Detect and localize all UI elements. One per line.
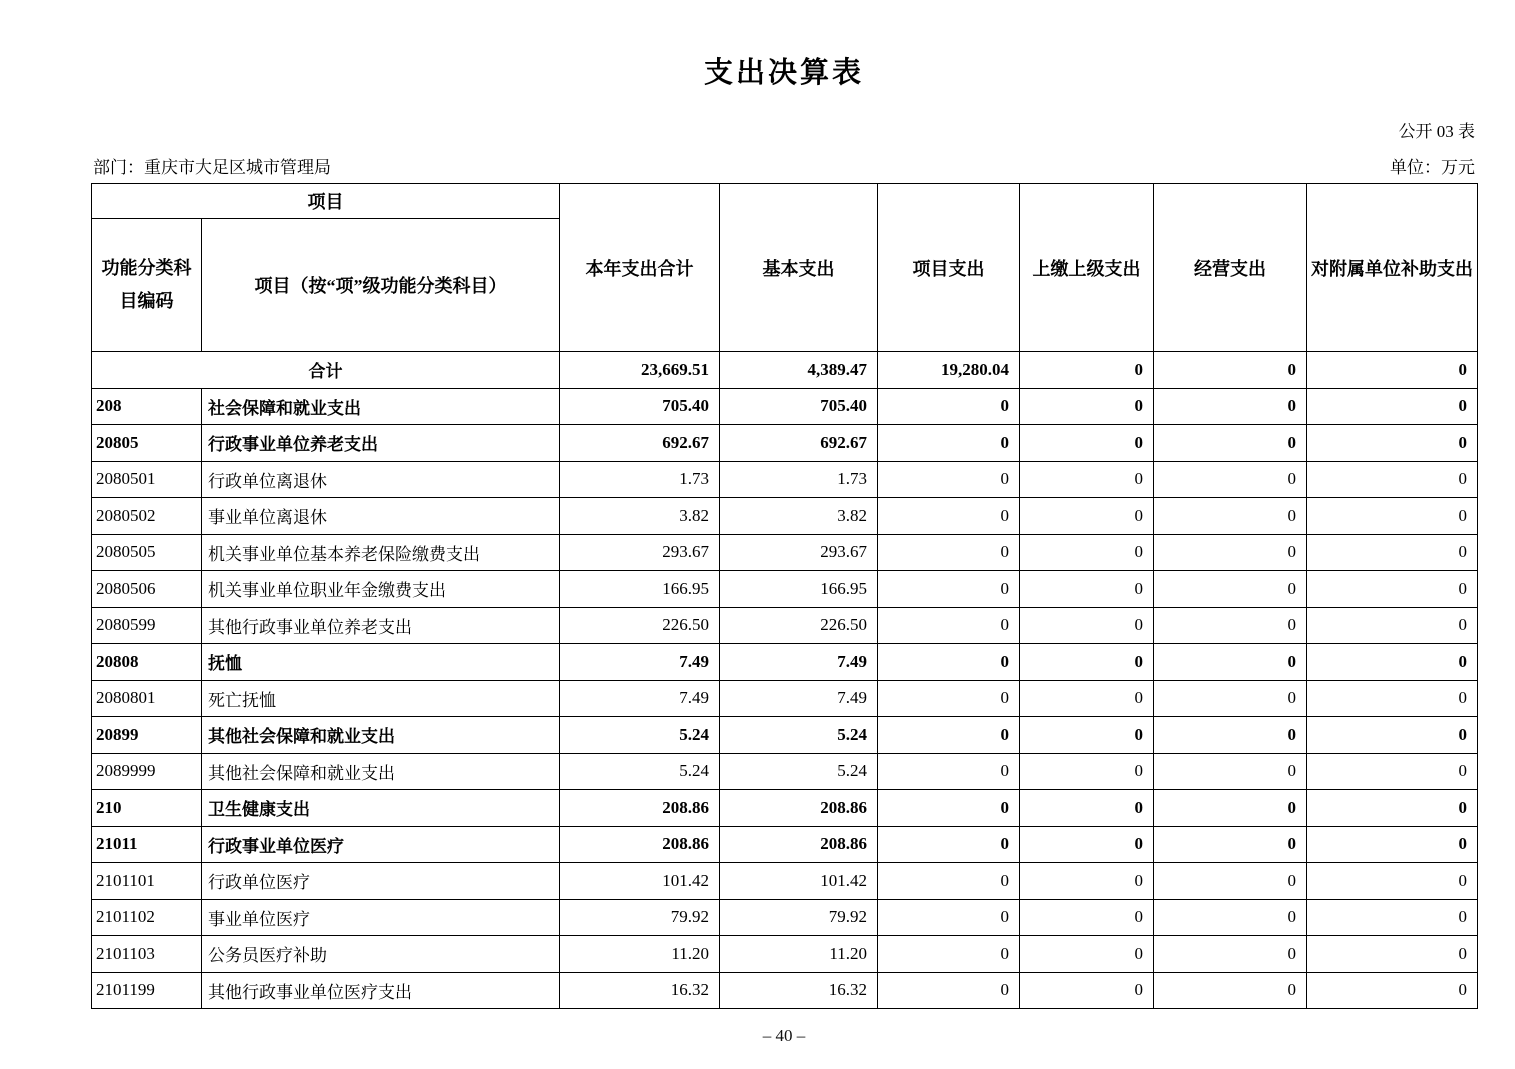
cell-function-code: 20808 [92,644,202,681]
cell-value: 226.50 [560,607,720,644]
cell-function-code: 2080506 [92,571,202,608]
cell-value: 7.49 [560,680,720,717]
cell-value: 0 [1154,571,1307,608]
header-basic-expenditure: 基本支出 [720,184,878,352]
cell-value: 0 [1307,644,1478,681]
table-row [92,425,1478,462]
cell-value: 0 [1020,790,1154,827]
table-row [92,826,1478,863]
cell-value: 0 [1307,607,1478,644]
cell-value: 226.50 [720,607,878,644]
cell-value: 208.86 [560,826,720,863]
cell-value: 0 [1307,790,1478,827]
cell-item-name: 社会保障和就业支出 [202,388,560,425]
table-note: 公开 03 表 [1398,122,1475,141]
cell-value: 0 [1020,753,1154,790]
cell-function-code: 2101102 [92,899,202,936]
cell-value: 101.42 [560,863,720,900]
cell-value: 0 [1154,826,1307,863]
cell-value: 208.86 [560,790,720,827]
expenditure-table [91,183,1478,1009]
header-operating-expenditure: 经营支出 [1154,184,1307,352]
total-row [92,352,1478,389]
cell-function-code: 2080801 [92,680,202,717]
cell-value: 692.67 [560,425,720,462]
cell-value: 0 [878,388,1020,425]
cell-value: 0 [878,534,1020,571]
cell-value: 0 [1307,425,1478,462]
table-row [92,571,1478,608]
cell-value: 0 [878,644,1020,681]
cell-value: 0 [878,863,1020,900]
cell-item-name: 公务员医疗补助 [202,936,560,973]
cell-value: 0 [1307,461,1478,498]
cell-value: 5.24 [720,753,878,790]
cell-value: 0 [878,607,1020,644]
cell-value: 0 [1154,790,1307,827]
cell-value: 5.24 [560,753,720,790]
cell-function-code: 210 [92,790,202,827]
table-row [92,972,1478,1009]
cell-value: 0 [1154,753,1307,790]
cell-value: 0 [1154,425,1307,462]
cell-value: 3.82 [560,498,720,535]
total-value: 4,389.47 [720,352,878,389]
cell-value: 705.40 [720,388,878,425]
cell-value: 5.24 [560,717,720,754]
cell-value: 0 [1307,571,1478,608]
cell-value: 0 [1307,388,1478,425]
cell-value: 0 [1307,936,1478,973]
meta-line [91,153,1477,178]
sheet [91,50,1477,1046]
cell-item-name: 事业单位离退休 [202,498,560,535]
cell-value: 208.86 [720,790,878,827]
cell-value: 208.86 [720,826,878,863]
cell-value: 166.95 [720,571,878,608]
page-title: 支出决算表 [703,57,864,89]
cell-value: 0 [878,680,1020,717]
cell-value: 0 [878,826,1020,863]
cell-value: 0 [878,498,1020,535]
cell-function-code: 20805 [92,425,202,462]
cell-value: 7.49 [720,680,878,717]
cell-value: 0 [1020,571,1154,608]
cell-item-name: 行政单位医疗 [202,863,560,900]
cell-value: 0 [878,790,1020,827]
table-row [92,498,1478,535]
table-body [92,352,1478,1009]
header-upturned-expenditure: 上缴上级支出 [1020,184,1154,352]
cell-value: 0 [878,461,1020,498]
cell-value: 0 [878,425,1020,462]
cell-item-name: 行政事业单位养老支出 [202,425,560,462]
cell-function-code: 2101101 [92,863,202,900]
table-row [92,790,1478,827]
cell-value: 0 [1020,534,1154,571]
table-row [92,936,1478,973]
cell-item-name: 机关事业单位职业年金缴费支出 [202,571,560,608]
cell-value: 0 [1154,863,1307,900]
cell-value: 0 [878,753,1020,790]
table-row [92,534,1478,571]
cell-value: 0 [878,717,1020,754]
cell-value: 0 [1307,899,1478,936]
cell-function-code: 21011 [92,826,202,863]
header-group-row [92,184,1478,219]
cell-item-name: 其他行政事业单位医疗支出 [202,972,560,1009]
cell-function-code: 2080501 [92,461,202,498]
cell-value: 0 [1154,388,1307,425]
cell-value: 0 [1154,972,1307,1009]
cell-value: 79.92 [560,899,720,936]
header-project-expenditure: 项目支出 [878,184,1020,352]
cell-value: 16.32 [720,972,878,1009]
cell-value: 0 [878,571,1020,608]
table-row [92,680,1478,717]
cell-value: 0 [1020,936,1154,973]
cell-value: 0 [1020,680,1154,717]
cell-value: 0 [1154,644,1307,681]
cell-function-code: 2101199 [92,972,202,1009]
total-label: 合计 [92,352,560,389]
table-row [92,607,1478,644]
page-number: – 40 – [762,1026,806,1045]
cell-value: 0 [1307,717,1478,754]
cell-value: 166.95 [560,571,720,608]
cell-value: 0 [1307,972,1478,1009]
cell-value: 0 [878,972,1020,1009]
cell-value: 0 [1020,607,1154,644]
cell-item-name: 行政事业单位医疗 [202,826,560,863]
total-value: 0 [1020,352,1154,389]
total-value: 0 [1154,352,1307,389]
cell-value: 0 [1020,388,1154,425]
cell-function-code: 2101103 [92,936,202,973]
cell-value: 7.49 [720,644,878,681]
header-group-project: 项目 [92,184,560,219]
header-subsidy-expenditure: 对附属单位补助支出 [1307,184,1478,352]
header-total-expenditure: 本年支出合计 [560,184,720,352]
cell-item-name: 事业单位医疗 [202,899,560,936]
cell-value: 0 [878,936,1020,973]
cell-value: 0 [1020,863,1154,900]
cell-function-code: 208 [92,388,202,425]
cell-function-code: 2080502 [92,498,202,535]
cell-value: 0 [1154,461,1307,498]
table-row [92,899,1478,936]
header-item-name: 项目（按“项”级功能分类科目） [202,219,560,352]
cell-value: 0 [1307,534,1478,571]
cell-value: 0 [1154,534,1307,571]
cell-value: 0 [1020,498,1154,535]
cell-value: 7.49 [560,644,720,681]
table-row [92,717,1478,754]
cell-item-name: 其他社会保障和就业支出 [202,717,560,754]
cell-value: 0 [1154,607,1307,644]
cell-value: 0 [1020,461,1154,498]
cell-value: 5.24 [720,717,878,754]
cell-item-name: 行政单位离退休 [202,461,560,498]
table-header [92,184,1478,352]
cell-value: 1.73 [720,461,878,498]
cell-value: 0 [1154,899,1307,936]
cell-value: 3.82 [720,498,878,535]
cell-value: 0 [1307,826,1478,863]
table-row [92,753,1478,790]
cell-value: 0 [1307,680,1478,717]
cell-value: 0 [1020,826,1154,863]
total-value: 23,669.51 [560,352,720,389]
cell-value: 0 [1307,753,1478,790]
header-function-code: 功能分类科目编码 [92,219,202,352]
cell-value: 0 [878,899,1020,936]
cell-item-name: 抚恤 [202,644,560,681]
table-row [92,388,1478,425]
cell-value: 1.73 [560,461,720,498]
cell-value: 293.67 [560,534,720,571]
cell-value: 0 [1020,717,1154,754]
cell-value: 11.20 [720,936,878,973]
cell-value: 0 [1154,680,1307,717]
table-row [92,863,1478,900]
cell-value: 16.32 [560,972,720,1009]
cell-item-name: 机关事业单位基本养老保险缴费支出 [202,534,560,571]
total-value: 0 [1307,352,1478,389]
cell-value: 0 [1020,644,1154,681]
cell-value: 0 [1154,717,1307,754]
table-row [92,461,1478,498]
total-value: 19,280.04 [878,352,1020,389]
cell-value: 0 [1154,936,1307,973]
cell-value: 0 [1020,425,1154,462]
cell-value: 0 [1020,899,1154,936]
cell-item-name: 其他社会保障和就业支出 [202,753,560,790]
cell-value: 11.20 [560,936,720,973]
cell-value: 0 [1154,498,1307,535]
cell-value: 293.67 [720,534,878,571]
cell-value: 0 [1307,498,1478,535]
cell-function-code: 2080505 [92,534,202,571]
table-row [92,644,1478,681]
cell-value: 705.40 [560,388,720,425]
cell-value: 0 [1020,972,1154,1009]
cell-item-name: 卫生健康支出 [202,790,560,827]
unit-label: 单位：万元 [1390,158,1475,177]
cell-value: 79.92 [720,899,878,936]
cell-item-name: 死亡抚恤 [202,680,560,717]
department-label: 部门：重庆市大足区城市管理局 [93,158,331,177]
cell-function-code: 2080599 [92,607,202,644]
cell-value: 692.67 [720,425,878,462]
cell-value: 0 [1307,863,1478,900]
cell-function-code: 2089999 [92,753,202,790]
cell-function-code: 20899 [92,717,202,754]
cell-item-name: 其他行政事业单位养老支出 [202,607,560,644]
cell-value: 101.42 [720,863,878,900]
